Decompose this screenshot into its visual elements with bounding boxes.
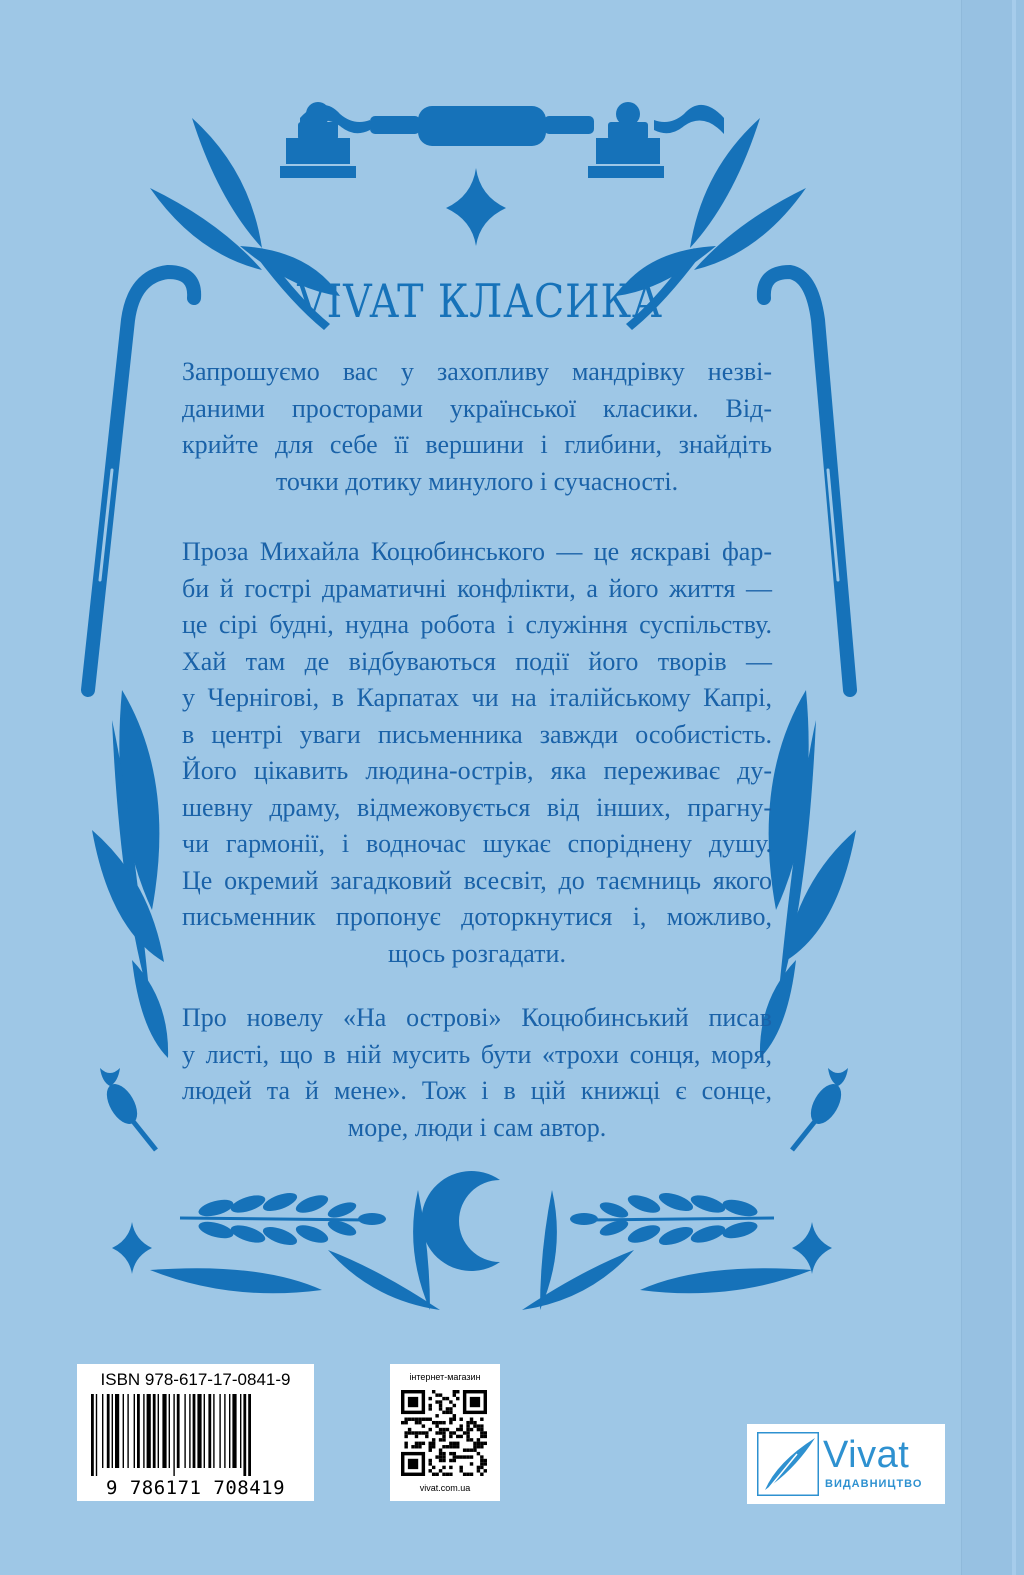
text-line: щось розгадати.: [388, 938, 566, 968]
publisher-name: Vivat: [823, 1434, 910, 1476]
text-line: Проза Михайла Коцюбинського — це яскраві фар-: [182, 537, 772, 566]
publisher-logo: [747, 1424, 945, 1504]
blurb-paragraph-3: [182, 1000, 772, 1146]
wheat-ear-icon: [180, 1189, 386, 1248]
sparkle-star-icon: [446, 168, 506, 246]
text-line: це сірі будні, нудна робота і служіння суспільству.: [182, 610, 772, 639]
barcode-digits: 9 786171 708419: [105, 1477, 286, 1499]
qr-code-icon: [401, 1390, 487, 1476]
blurb-paragraph-2: [182, 534, 772, 972]
qr-panel: [390, 1364, 500, 1501]
qr-label: інтернет-магазин: [409, 1372, 481, 1382]
poppy-pod-icon: [792, 1068, 848, 1150]
text-line: Це окремий загадковий всесвіт, до таємниць якого: [182, 865, 772, 895]
text-line: у Чернігові, в Карпатах чи на італійському Капрі,: [182, 683, 772, 712]
series-title: VIVAT КЛАСИКА: [297, 274, 663, 328]
poppy-pod-icon: [100, 1068, 156, 1150]
text-line: у листі, що в ній мусить бути «трохи сонця, моря,: [182, 1039, 772, 1069]
text-line: в центрі уваги письменника завжди особистість.: [182, 719, 772, 749]
text-line: би й гострі драматичні конфлікти, а його життя —: [182, 573, 772, 603]
walking-cane-icon: [764, 272, 850, 690]
text-line: письменник пропонує доторкнутися і, можливо,: [182, 902, 772, 931]
wheat-ear-icon: [570, 1189, 774, 1248]
text-line: Його цікавить людина-острів, яка переживає ду-: [182, 756, 772, 785]
text-line: чи гармонії, і водночас шукає споріднену душу.: [182, 829, 772, 858]
crescent-moon-icon: [421, 1171, 500, 1271]
text-line: Запрошуємо вас у захопливу мандрівку незві-: [182, 357, 772, 386]
publisher-subtitle: ВИДАВНИЦТВО: [825, 1478, 923, 1490]
sparkle-star-icon: [112, 1222, 152, 1274]
feather-logo-icon: [757, 1432, 819, 1496]
text-line: даними просторами української класики. Від-: [182, 393, 772, 423]
qr-url: vivat.com.ua: [419, 1483, 471, 1493]
text-line: шевну драму, відмежовується від інших, прагну-: [182, 792, 772, 822]
barcode-icon: [89, 1394, 302, 1476]
leaf-sprig-icon: [522, 1190, 812, 1310]
sparkle-star-icon: [792, 1222, 832, 1274]
leaf-sprig-icon: [760, 690, 856, 1058]
text-line: точки дотику минулого і сучасності.: [275, 466, 679, 496]
blurb-paragraph-1: [182, 354, 772, 500]
scroll-rolling-pin-icon: [280, 102, 724, 178]
text-line: Про новелу «На острові» Коцюбинський писав: [182, 1003, 772, 1032]
leaf-sprig-icon: [92, 690, 168, 1058]
isbn-barcode-panel: [77, 1364, 314, 1501]
text-line: Хай там де відбуваються події його творів —: [182, 646, 772, 676]
isbn-label: ISBN 978-617-17-0841-9: [100, 1370, 291, 1389]
text-line: людей та й мене». Тож і в цій книжці є сонце,: [182, 1076, 772, 1105]
leaf-sprig-icon: [150, 1190, 440, 1310]
text-line: крийте для себе її вершини і глибини, знайдіть: [182, 430, 772, 459]
text-line: море, люди і сам автор.: [347, 1112, 607, 1142]
walking-cane-icon: [88, 272, 194, 690]
